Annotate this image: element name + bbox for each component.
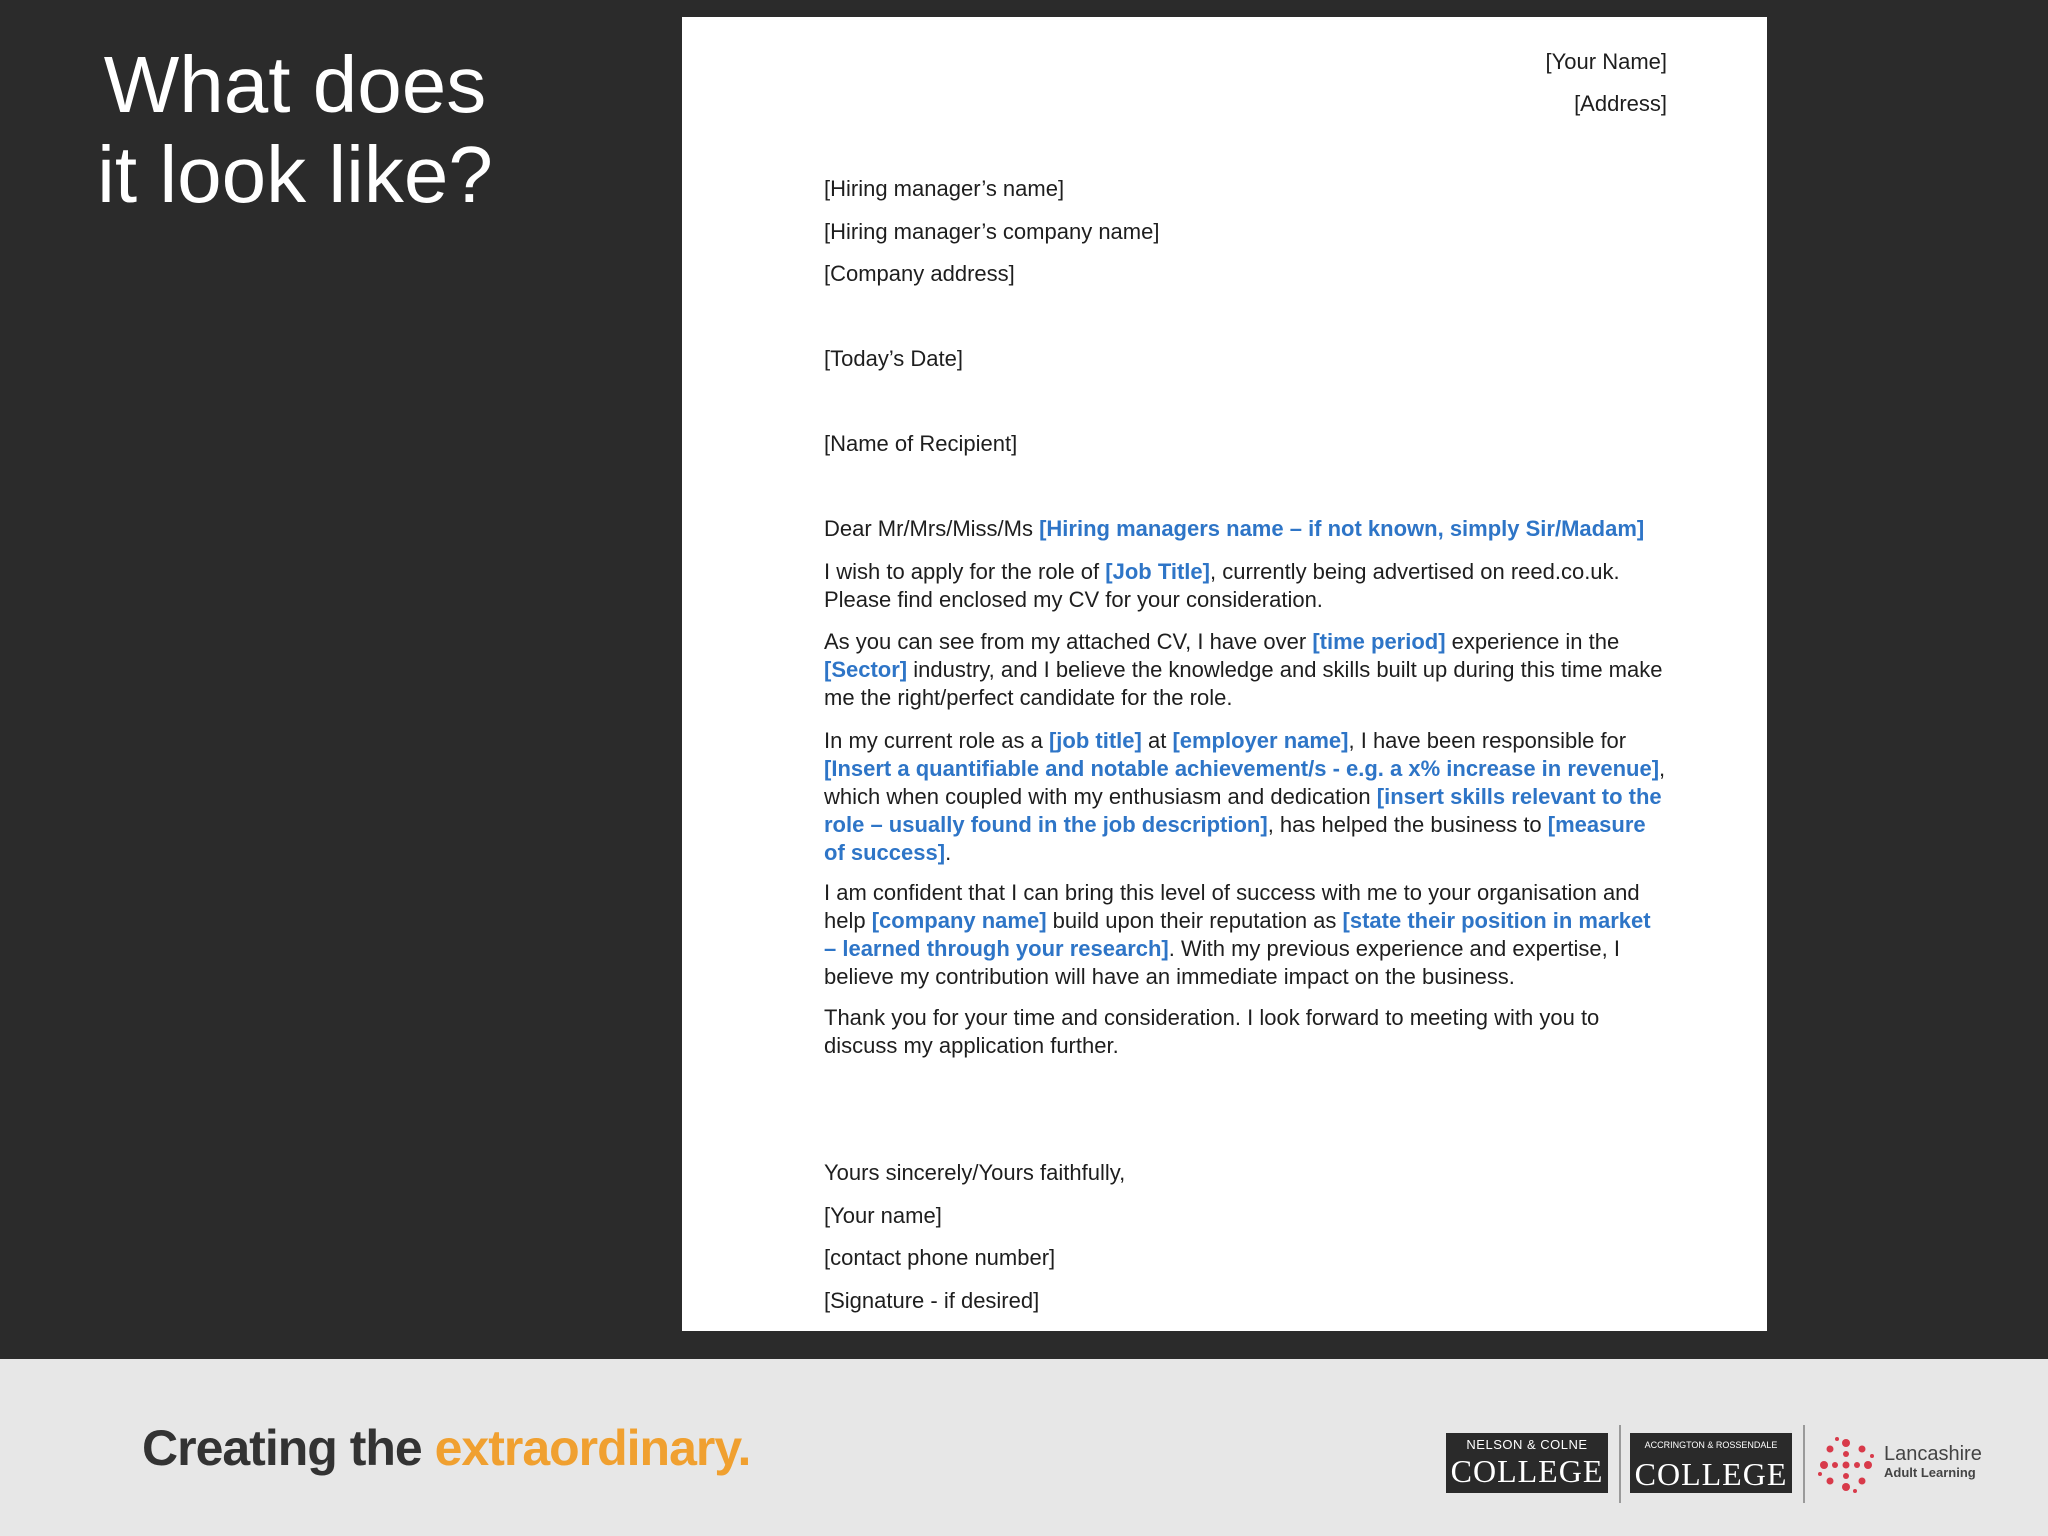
paragraph-2 xyxy=(824,628,1667,712)
placeholder-company-name: [company name] xyxy=(871,908,1047,933)
paragraph-text: . With my previous experience and expertise, I believe my contribution will have an immediate impact on the business. xyxy=(824,936,1620,989)
paragraph-5: Thank you for your time and consideration. I look forward to meeting with you to discuss my application further. xyxy=(824,1005,1600,1058)
logo-divider xyxy=(1619,1425,1621,1503)
paragraph-text: , currently being advertised on reed.co.uk. Please find enclosed my CV for your consideration. xyxy=(824,559,1620,612)
letter-page xyxy=(682,17,1767,1331)
recipient-name: [Name of Recipient] xyxy=(824,431,1018,456)
placeholder-job-title: [job title] xyxy=(1048,728,1142,753)
sender-address: [Address] xyxy=(1574,91,1667,116)
slide-title-line-2: it look like? xyxy=(97,130,493,219)
placeholder-achievement: [Insert a quantifiable and notable achievement/s - e.g. a x% increase in revenue] xyxy=(824,756,1660,781)
salutation xyxy=(824,515,1644,543)
paragraph-text: , has helped the business to xyxy=(1267,812,1548,837)
signature-phone: [contact phone number] xyxy=(824,1245,1056,1270)
tagline-accent: extraordinary. xyxy=(434,1420,751,1476)
logo-big-text: COLLEGE xyxy=(1634,1456,1788,1492)
company-address: [Company address] xyxy=(824,261,1015,286)
accrington-rossendale-college-logo xyxy=(1630,1433,1792,1493)
placeholder-time-period: [time period] xyxy=(1312,629,1446,654)
sender-name: [Your Name] xyxy=(1545,49,1667,74)
paragraph-text: In my current role as a xyxy=(824,728,1049,753)
letter-date: [Today’s Date] xyxy=(824,346,964,371)
paragraph-4 xyxy=(824,879,1667,991)
slide-title-line-1: What does xyxy=(103,40,487,129)
logo-big-text: COLLEGE xyxy=(1450,1453,1604,1489)
placeholder-employer-name: [employer name] xyxy=(1172,728,1349,753)
salutation-placeholder: [Hiring managers name – if not known, simply Sir/Madam] xyxy=(1039,516,1645,541)
paragraph-text: As you can see from my attached CV, I have over xyxy=(824,629,1313,654)
logo-line-2: Adult Learning xyxy=(1884,1465,1976,1480)
placeholder-job-title: [Job Title] xyxy=(1105,559,1210,584)
placeholder-sector: [Sector] xyxy=(824,657,908,682)
paragraph-text: . xyxy=(945,840,952,865)
salutation-prefix: Dear Mr/Mrs/Miss/Ms xyxy=(824,516,1040,541)
placeholder-measure-of-success: [measure of success] xyxy=(824,812,1646,865)
paragraph-text: , which when coupled with my enthusiasm and dedication xyxy=(824,756,1666,809)
paragraph-text: at xyxy=(1141,728,1173,753)
hiring-manager-name: [Hiring manager’s name] xyxy=(824,176,1065,201)
paragraph-text: industry, and I believe the knowledge and skills built up during this time make me the right/perfect candidate for the role. xyxy=(824,657,1663,710)
placeholder-market-position: [state their position in market – learned through your research] xyxy=(824,908,1651,961)
paragraph-text: , I have been responsible for xyxy=(1348,728,1627,753)
tagline xyxy=(142,1419,750,1477)
lancashire-flower-icon xyxy=(1816,1435,1876,1495)
closing: Yours sincerely/Yours faithfully, xyxy=(824,1160,1126,1185)
logo-small-text: ACCRINGTON & ROSSENDALE xyxy=(1644,1440,1778,1450)
paragraph-text: I wish to apply for the role of xyxy=(824,559,1106,584)
paragraph-3 xyxy=(824,727,1667,867)
slide-title xyxy=(60,40,530,220)
paragraph-text: build upon their reputation as xyxy=(1046,908,1343,933)
logo-small-text: NELSON & COLNE xyxy=(1466,1437,1588,1452)
signature-name: [Your name] xyxy=(824,1203,942,1228)
paragraph-text: I am confident that I can bring this level of success with me to your organisation and help xyxy=(824,880,1640,933)
lancashire-adult-learning-logo xyxy=(1884,1443,1982,1480)
paragraph-1 xyxy=(824,558,1667,614)
footer-bar xyxy=(0,1359,2048,1536)
placeholder-skills: [insert skills relevant to the role – usually found in the job description] xyxy=(824,784,1662,837)
paragraph-text: experience in the xyxy=(1445,629,1620,654)
logo-divider xyxy=(1803,1425,1805,1503)
tagline-main: Creating the xyxy=(142,1420,435,1476)
logo-line-1: Lancashire xyxy=(1884,1443,1982,1465)
hiring-manager-company: [Hiring manager’s company name] xyxy=(824,219,1160,244)
signature-line: [Signature - if desired] xyxy=(824,1288,1040,1313)
nelson-colne-college-logo xyxy=(1446,1433,1608,1493)
